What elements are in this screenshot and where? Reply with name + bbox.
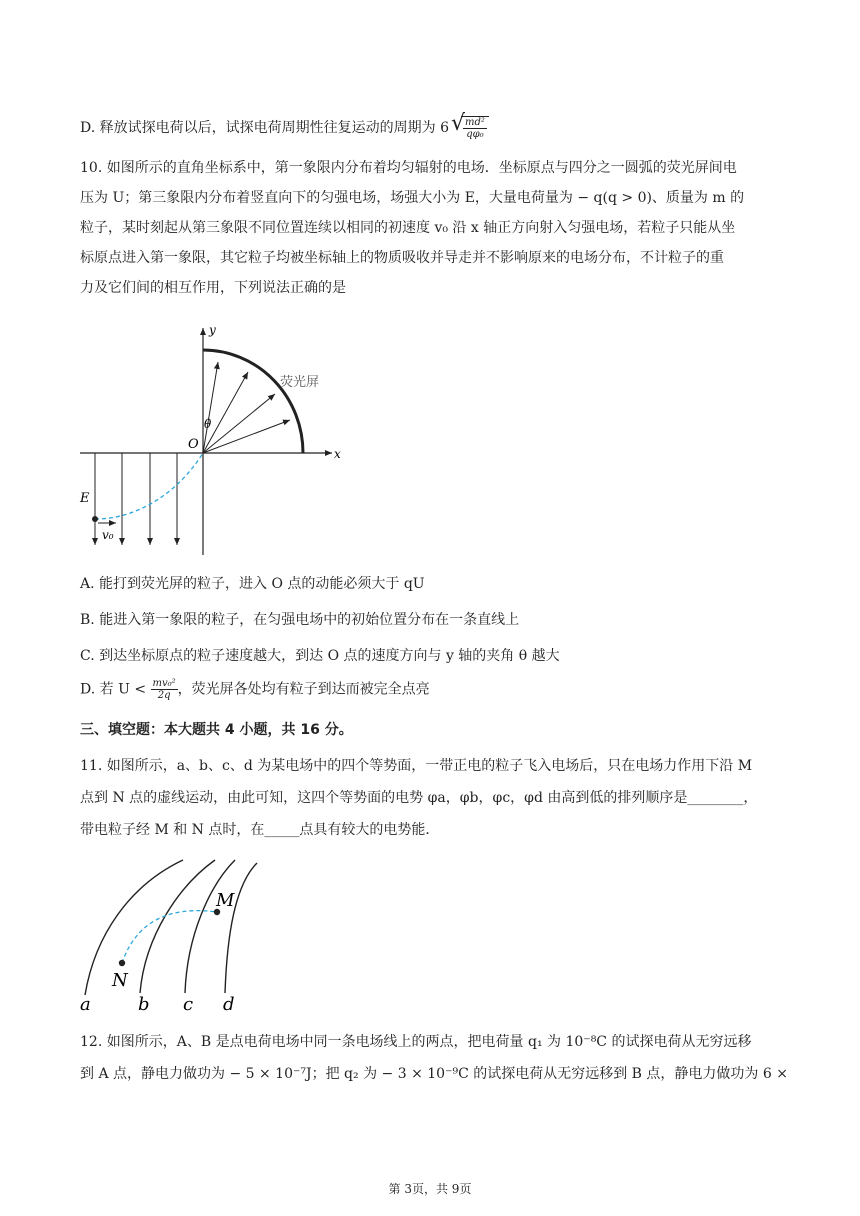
q10-stem-line3: 粒子，某时刻起从第三象限不同位置连续以相同的初速度 v₀ 沿 x 轴正方向射入匀强电场，若粒子只能从坐 xyxy=(80,220,736,236)
particle-trajectory xyxy=(95,453,203,519)
q10-figure xyxy=(70,320,360,565)
particle-path xyxy=(122,911,217,963)
label-a: a xyxy=(80,994,91,1015)
label-origin: O xyxy=(188,437,199,452)
q11-stem-line2: 点到 N 点的虚线运动，由此可知，这四个等势面的电势 φa，φb，φc，φd 由高到低的排列顺序是________， xyxy=(80,790,758,806)
q10-stem-line5: 力及它们间的相互作用，下列说法正确的是 xyxy=(80,280,346,296)
q10-option-b: B. 能进入第一象限的粒子，在匀强电场中的初始位置分布在一条直线上 xyxy=(80,612,520,628)
q9-option-d: D. 释放试探电荷以后，试探电荷周期性往复运动的周期为 6 √ $\frac{\text{md²}}{\text{qφ₀}}$ xyxy=(80,116,790,140)
q10-option-c: C. 到达坐标原点的粒子速度越大，到达 O 点的速度方向与 y 轴的夹角 θ 越大 xyxy=(80,648,560,664)
q11-stem-line3: 带电粒子经 M 和 N 点时，在_____点具有较大的电势能． xyxy=(80,822,440,838)
label-y: y xyxy=(209,323,216,337)
label-d: d xyxy=(223,994,235,1015)
radial-arrow xyxy=(203,394,275,453)
section-title: 三、填空题：本大题共 4 小题，共 16 分。 xyxy=(80,722,353,738)
q10-stem-line1: 10. 如图所示的直角坐标系中，第一象限内分布着均匀辐射的电场．坐标原点与四分之一圆弧的荧光屏间电 xyxy=(80,160,737,176)
q10-stem-line2: 压为 U；第三象限内分布着竖直向下的匀强电场，场强大小为 E，大量电荷量为 − q(q > 0)、质量为 m 的 xyxy=(80,190,745,206)
label-E: E xyxy=(80,491,90,506)
q10-option-d: D. 若 U < $\frac{\text{mv₀²}}{2q}$ ，荧光屏各处均有粒子到达而被完全点亮 xyxy=(80,678,430,701)
label-b: b xyxy=(138,994,150,1015)
q11-stem-line1: 11. 如图所示，a、b、c、d 为某电场中的四个等势面，一带正电的粒子飞入电场后，只在电场力作用下沿 M xyxy=(80,758,753,774)
label-m: M xyxy=(216,890,235,911)
label-n: N xyxy=(112,970,128,991)
q11-figure xyxy=(75,855,275,1015)
q12-stem-line2: 到 A 点，静电力做功为 − 5 × 10⁻⁷J；把 q₂ 为 − 3 × 10⁻⁹C 的试探电荷从无穷远移到 B 点，静电力做功为 6 × xyxy=(80,1066,788,1082)
q10-option-a: A. 能打到荧光屏的粒子，进入 O 点的动能必须大于 qU xyxy=(80,576,425,592)
label-v0: v₀ xyxy=(102,528,114,542)
fluorescent-screen-arc xyxy=(203,350,303,453)
equipotential-d xyxy=(225,863,257,993)
point-n xyxy=(119,960,125,966)
label-theta: θ xyxy=(204,417,212,431)
radial-arrow xyxy=(203,420,290,453)
label-x: x xyxy=(334,447,341,461)
q12-stem-line1: 12. 如图所示，A、B 是点电荷电场中同一条电场线上的两点，把电荷量 q₁ 为 10⁻⁸C 的试探电荷从无穷远移 xyxy=(80,1034,752,1050)
label-c: c xyxy=(183,994,194,1015)
particle-start-point xyxy=(92,516,98,522)
equipotential-a xyxy=(85,860,183,995)
label-screen: 荧光屏 xyxy=(280,375,320,390)
q10-stem-line4: 标原点进入第一象限，其它粒子均被坐标轴上的物质吸收并导走并不影响原来的电场分布，不计粒子的重 xyxy=(80,250,724,266)
page-footer: 第 3页，共 9页 xyxy=(388,1182,472,1196)
